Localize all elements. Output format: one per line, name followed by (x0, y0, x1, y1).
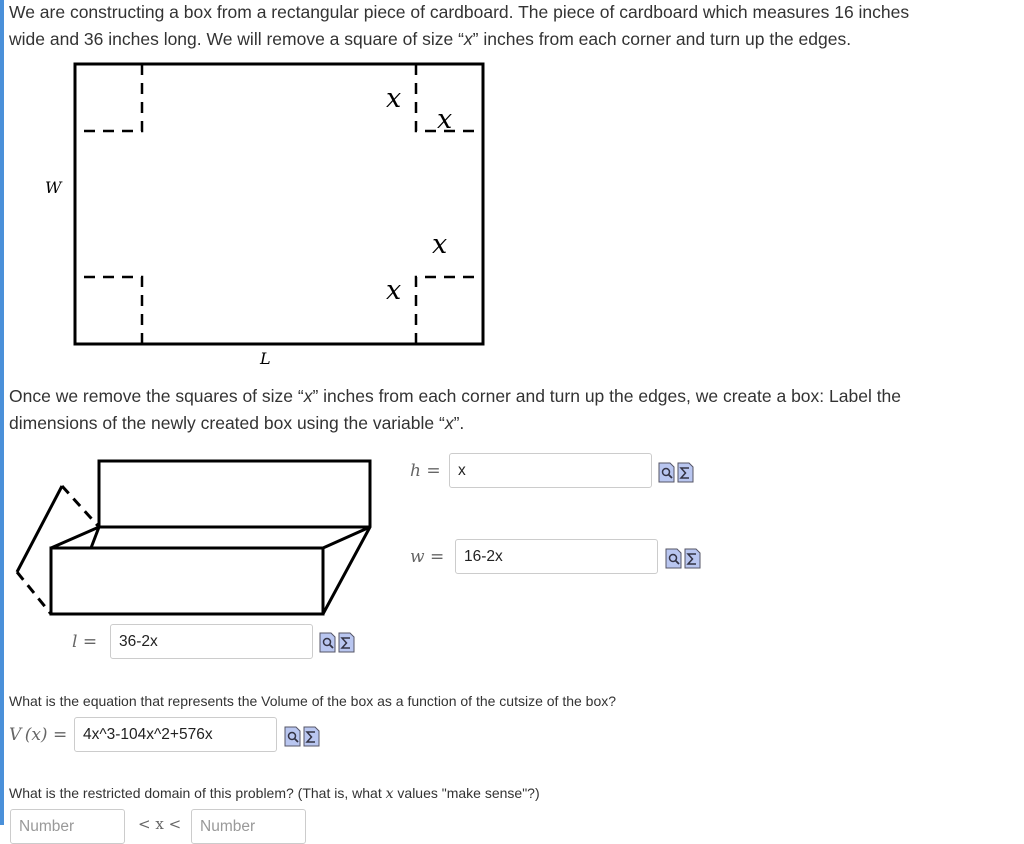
second-line-2-pre: dimensions of the newly created box using the variable “ (9, 413, 445, 433)
l-label-var: l (72, 632, 78, 652)
second-line-2-post: ”. (453, 413, 465, 433)
volume-label (9, 725, 67, 745)
equation-editor-icon[interactable] (684, 548, 701, 569)
volume-label-fn: V (9, 725, 22, 745)
open-box-diagram (0, 450, 390, 620)
domain-upper-input[interactable] (191, 809, 306, 844)
h-input[interactable] (449, 453, 652, 488)
domain-question-pre: What is the restricted domain of this problem? (That is, what (9, 785, 386, 801)
length-label: L (260, 349, 271, 368)
w-label-var: w (410, 547, 425, 567)
preview-icon[interactable] (658, 462, 675, 483)
intro-paragraph (9, 0, 909, 53)
domain-relation: < x < (138, 815, 182, 833)
volume-label-arg: (x) (24, 725, 48, 745)
domain-question-post: values "make sense"?) (393, 785, 540, 801)
x-label-top-below: x (437, 104, 453, 135)
width-label: W (45, 178, 62, 197)
preview-icon[interactable] (665, 548, 682, 569)
cardboard-diagram (0, 55, 520, 375)
box-flap-dashed-bottom (17, 572, 51, 614)
volume-input[interactable] (74, 717, 277, 752)
w-label (410, 547, 444, 567)
second-line-2-var: x (444, 413, 454, 433)
second-line-1-post: ” inches from each corner and turn up the edges, we create a box: Label the (312, 386, 902, 406)
domain-lower-input[interactable] (10, 809, 125, 844)
equation-editor-icon[interactable] (303, 726, 320, 747)
volume-label-eq: = (47, 725, 68, 745)
domain-question-var: x (385, 786, 394, 802)
box-left-flap-edge (17, 486, 62, 572)
intro-line-1: We are constructing a box from a rectangular piece of cardboard. The piece of cardboard which measures 16 inches (9, 2, 910, 22)
intro-line-2-post: ” inches from each corner and turn up the edges. (472, 29, 852, 49)
l-input[interactable] (110, 624, 313, 659)
second-line-1-pre: Once we remove the squares of size “ (9, 386, 304, 406)
x-label-bottom-side: x (386, 275, 402, 306)
w-label-eq: = (424, 547, 445, 567)
h-label-eq: = (420, 461, 441, 481)
box-front-wall (51, 548, 323, 614)
cardboard-outline (75, 64, 483, 344)
equation-editor-icon[interactable] (338, 632, 355, 653)
l-label-eq: = (77, 632, 98, 652)
x-label-bottom-above: x (432, 229, 448, 260)
cut-bottom-left (75, 277, 142, 344)
l-label (72, 632, 97, 652)
intro-line-2-pre: wide and 36 inches long. We will remove a square of size “ (9, 29, 464, 49)
x-label-top-side: x (386, 83, 402, 114)
preview-icon[interactable] (284, 726, 301, 747)
h-label (410, 461, 441, 481)
intro-line-2-var: x (463, 29, 473, 49)
equation-editor-icon[interactable] (677, 462, 694, 483)
cut-top-left (75, 64, 142, 131)
box-back-wall (99, 461, 370, 527)
preview-icon[interactable] (319, 632, 336, 653)
second-line-1-var: x (303, 386, 313, 406)
domain-question (9, 785, 540, 802)
volume-question: What is the equation that represents the Volume of the box as a function of the cutsize of the box? (9, 693, 617, 709)
w-input[interactable] (455, 539, 658, 574)
cut-bottom-right (416, 277, 483, 344)
box-instruction-paragraph (9, 383, 901, 437)
h-label-var: h (410, 461, 421, 481)
box-flap-dashed-top (62, 486, 99, 527)
